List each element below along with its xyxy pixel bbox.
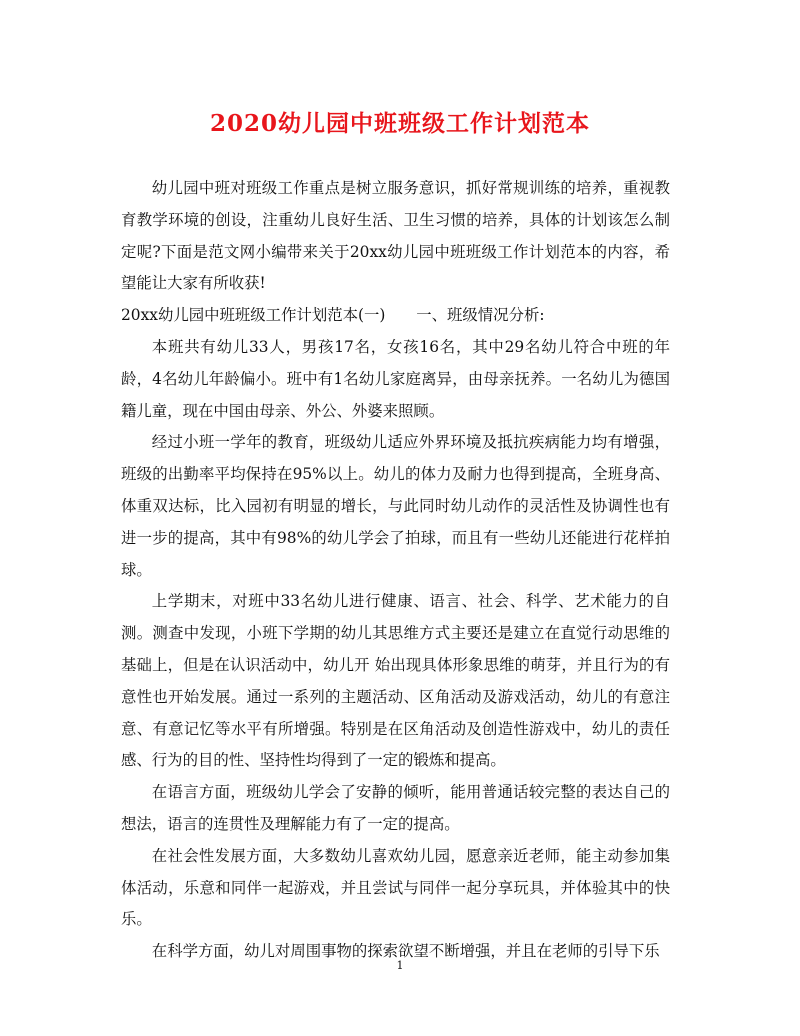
paragraph-class-overview: 本班共有幼儿33人，男孩17名，女孩16名，其中29名幼儿符合中班的年龄，4名幼儿年龄偏小。班中有1名幼儿家庭离异，由母亲抚养。一名幼儿为德国籍儿童，现在中国由母亲、外公、外婆来照顾。 — [121, 337, 670, 420]
paragraph-social: 在社会性发展方面，大多数幼儿喜欢幼儿园，愿意亲近老师，能主动参加集体活动，乐意和同伴一起游戏，并且尝试与同伴一起分享玩具，并体验其中的快乐。 — [121, 846, 670, 929]
paragraph-assessment: 上学期末，对班中33名幼儿进行健康、语言、社会、科学、艺术能力的自测。测查中发现，小班下学期的幼儿其思维方式主要还是建立在直觉行动思维的基础上，但是在认识活动中，幼儿开 始出现具体形象思维的萌芽，并且行为的有意性也开始发展。通过一系列的主题活动、区角活动及游戏活动，幼儿的有意注意、有意记忆等水平有所增强。特别是在区角活动及创造性游戏中，幼儿的责任感、行为的目的性、坚持性均得到了一定的锻炼和提高。 — [121, 592, 670, 770]
section-heading — [121, 300, 670, 332]
document-title: 2020幼儿园中班班级工作计划范本 — [209, 110, 590, 137]
paragraph-health: 经过小班一学年的教育，班级幼儿适应外界环境及抵抗疾病能力均有增强，班级的出勤率平均保持在95%以上。幼儿的体力及耐力也得到提高，全班身高、体重双达标，比入园初有明显的增长，与此同时幼儿动作的灵活性及协调性也有进一步的提高，其中有98%的幼儿学会了拍球，而且有一些幼儿还能进行花样拍球。 — [121, 433, 670, 579]
paragraph-language: 在语言方面，班级幼儿学会了安静的倾听，能用普通话较完整的表达自己的想法，语言的连贯性及理解能力有了一定的提高。 — [121, 783, 670, 833]
section-title: 20xx幼儿园中班班级工作计划范本(一) — [121, 306, 386, 325]
section-subtitle: 一、班级情况分析: — [416, 306, 545, 325]
page-number: 1 — [396, 959, 404, 972]
paragraph-science: 在科学方面，幼儿对周围事物的探索欲望不断增强，并且在老师的引导下乐 — [151, 942, 660, 961]
intro-paragraph: 幼儿园中班对班级工作重点是树立服务意识，抓好常规训练的培养，重视教育教学环境的创设，注重幼儿良好生活、卫生习惯的培养，具体的计划该怎么制定呢?下面是范文网小编带来关于20xx幼儿园中班班级工作计划范本的内容，希望能让大家有所收获! — [121, 179, 670, 293]
document-body — [121, 173, 670, 968]
